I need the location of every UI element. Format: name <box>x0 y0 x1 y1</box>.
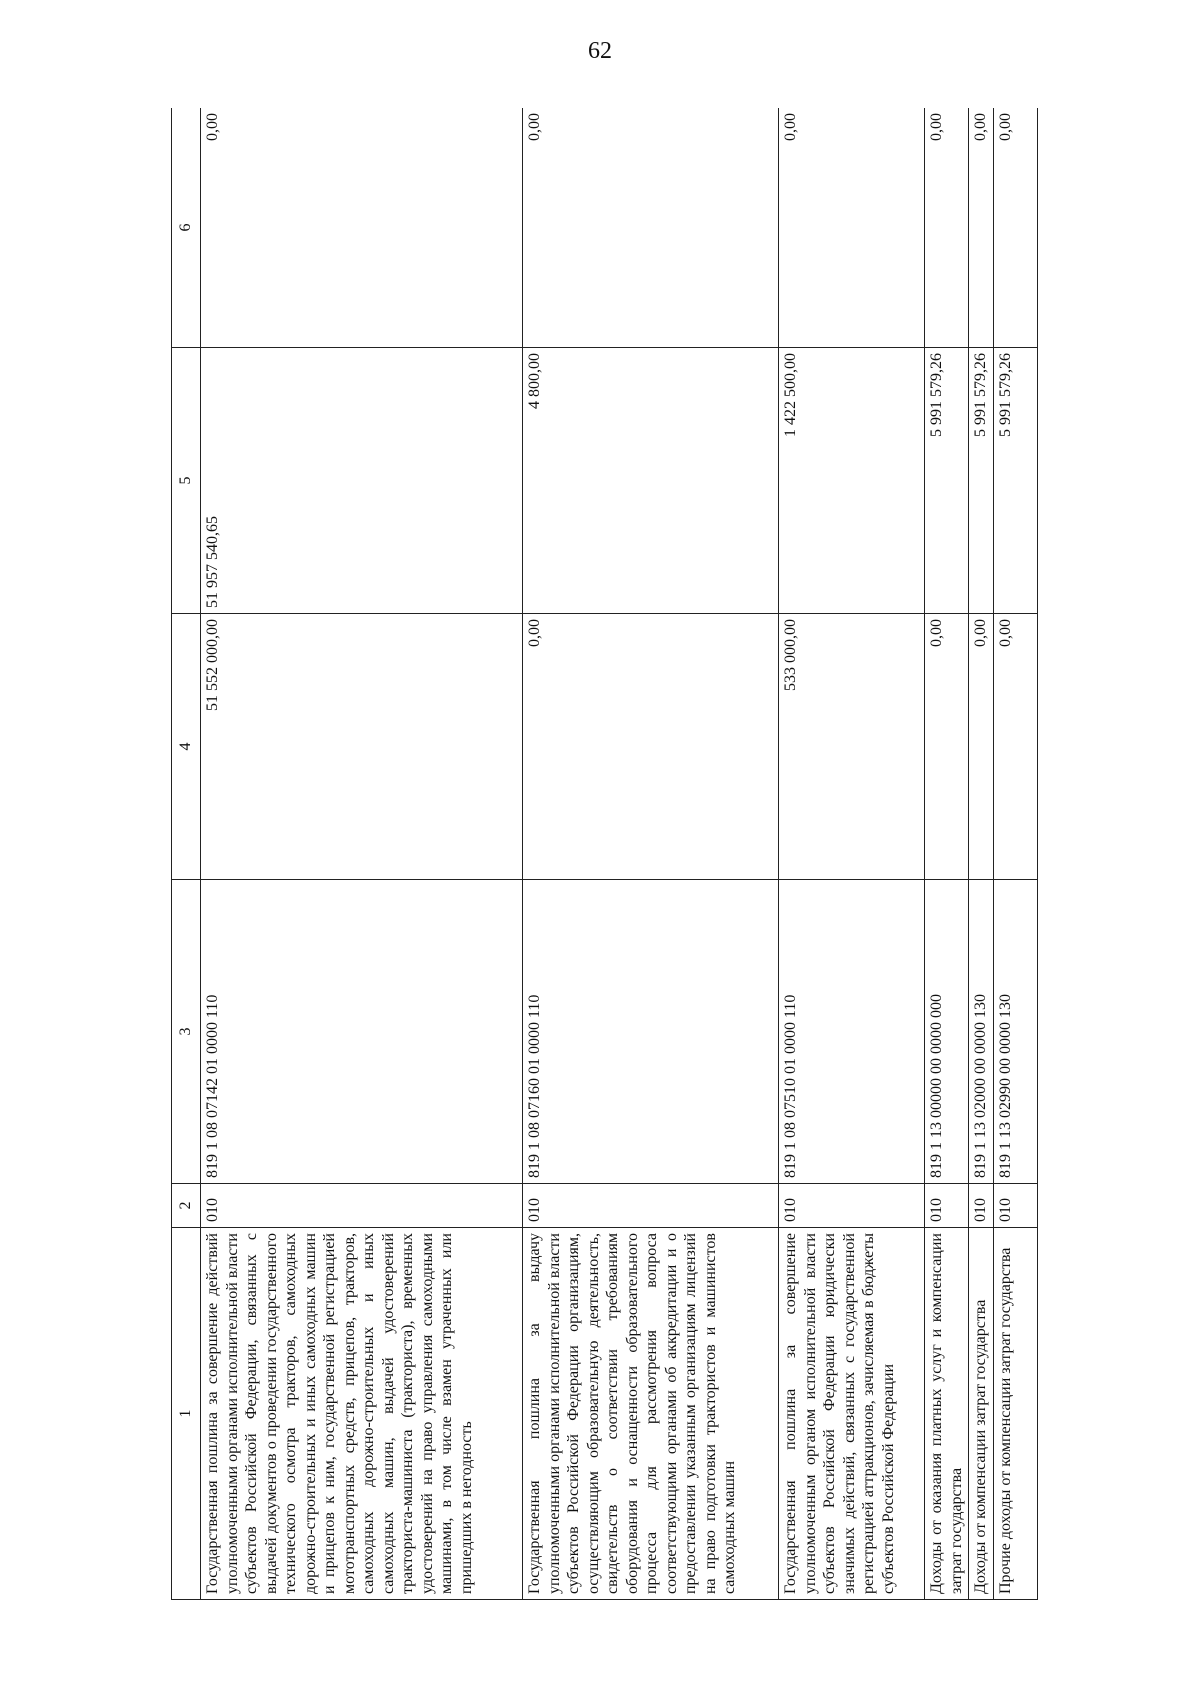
income-name-cell: Доходы от оказания платных услуг и компенсации затрат государства <box>925 1228 969 1600</box>
kbk-code-cell: 819 1 08 07160 01 0000 110 <box>523 880 779 1184</box>
row-code-cell: 010 <box>779 1184 925 1228</box>
table-row <box>925 108 969 1600</box>
income-name-cell: Прочие доходы от компенсации затрат государства <box>993 1228 1037 1600</box>
column-header-5: 5 <box>172 348 201 614</box>
amount-col4-cell: 51 552 000,00 <box>201 614 523 880</box>
row-code-cell: 010 <box>925 1184 969 1228</box>
table-row <box>993 108 1037 1600</box>
amount-col6-cell: 0,00 <box>925 108 969 348</box>
amount-col5-cell: 5 991 579,26 <box>925 348 969 614</box>
table-header-row <box>172 108 201 1600</box>
kbk-code-cell: 819 1 13 02000 00 0000 130 <box>969 880 994 1184</box>
kbk-code-cell: 819 1 13 00000 00 0000 000 <box>925 880 969 1184</box>
table-row <box>201 108 523 1600</box>
income-name-cell: Государственная пошлина за выдачу уполномоченными органами исполнительной власти субъектов Российской Федерации организациям, осуществляющим образовательную деятельность, свидетельств о соответствии требованиям оборудования и оснащенности образовательного процесса для рассмотрения вопроса соответствующими органами об аккредитации и о предоставлении указанным организациям лицензий на право подготовки трактористов и машинистов самоходных машин <box>523 1228 779 1600</box>
amount-col6-cell: 0,00 <box>969 108 994 348</box>
amount-col5-cell: 51 957 540,65 <box>201 348 523 614</box>
amount-col5-cell: 4 800,00 <box>523 348 779 614</box>
amount-col5-cell: 5 991 579,26 <box>993 348 1037 614</box>
column-header-6: 6 <box>172 108 201 348</box>
income-name-cell: Государственная пошлина за совершение уполномоченным органом исполнительной власти субъектов Российской Федерации юридически значимых действий, связанных с государственной регистрацией аттракционов, зачисляемая в бюджеты субъектов Российской Федерации <box>779 1228 925 1600</box>
amount-col5-cell: 1 422 500,00 <box>779 348 925 614</box>
amount-col4-cell: 0,00 <box>969 614 994 880</box>
column-header-2: 2 <box>172 1184 201 1228</box>
kbk-code-cell: 819 1 08 07142 01 0000 110 <box>201 880 523 1184</box>
rotated-table-container <box>171 108 1089 1600</box>
column-header-4: 4 <box>172 614 201 880</box>
kbk-code-cell: 819 1 13 02990 00 0000 130 <box>993 880 1037 1184</box>
page-number: 62 <box>588 38 612 64</box>
income-name-cell: Государственная пошлина за совершение действий уполномоченными органами исполнительной власти субъектов Российской Федерации, связанных с выдачей документов о проведении государственного технического осмотра тракторов, самоходных дорожно-строительных и иных самоходных машин и прицепов к ним, государственной регистрацией мототранспортных средств, прицепов, тракторов, самоходных дорожно-строительных и иных самоходных машин, выдачей удостоверений тракториста-машиниста (тракториста), временных удостоверений на право управления самоходными машинами, в том числе взамен утраченных или пришедших в негодность <box>201 1228 523 1600</box>
amount-col6-cell: 0,00 <box>523 108 779 348</box>
amount-col6-cell: 0,00 <box>201 108 523 348</box>
table-row <box>969 108 994 1600</box>
column-header-1: 1 <box>172 1228 201 1600</box>
row-code-cell: 010 <box>969 1184 994 1228</box>
table-row <box>523 108 779 1600</box>
amount-col4-cell: 0,00 <box>925 614 969 880</box>
income-name-cell: Доходы от компенсации затрат государства <box>969 1228 994 1600</box>
column-header-3: 3 <box>172 880 201 1184</box>
revenue-table <box>171 108 1038 1600</box>
amount-col4-cell: 0,00 <box>523 614 779 880</box>
row-code-cell: 010 <box>201 1184 523 1228</box>
amount-col5-cell: 5 991 579,26 <box>969 348 994 614</box>
amount-col6-cell: 0,00 <box>993 108 1037 348</box>
rotated-table-frame <box>171 108 1089 1600</box>
table-row <box>779 108 925 1600</box>
amount-col4-cell: 533 000,00 <box>779 614 925 880</box>
kbk-code-cell: 819 1 08 07510 01 0000 110 <box>779 880 925 1184</box>
amount-col6-cell: 0,00 <box>779 108 925 348</box>
row-code-cell: 010 <box>523 1184 779 1228</box>
row-code-cell: 010 <box>993 1184 1037 1228</box>
amount-col4-cell: 0,00 <box>993 614 1037 880</box>
